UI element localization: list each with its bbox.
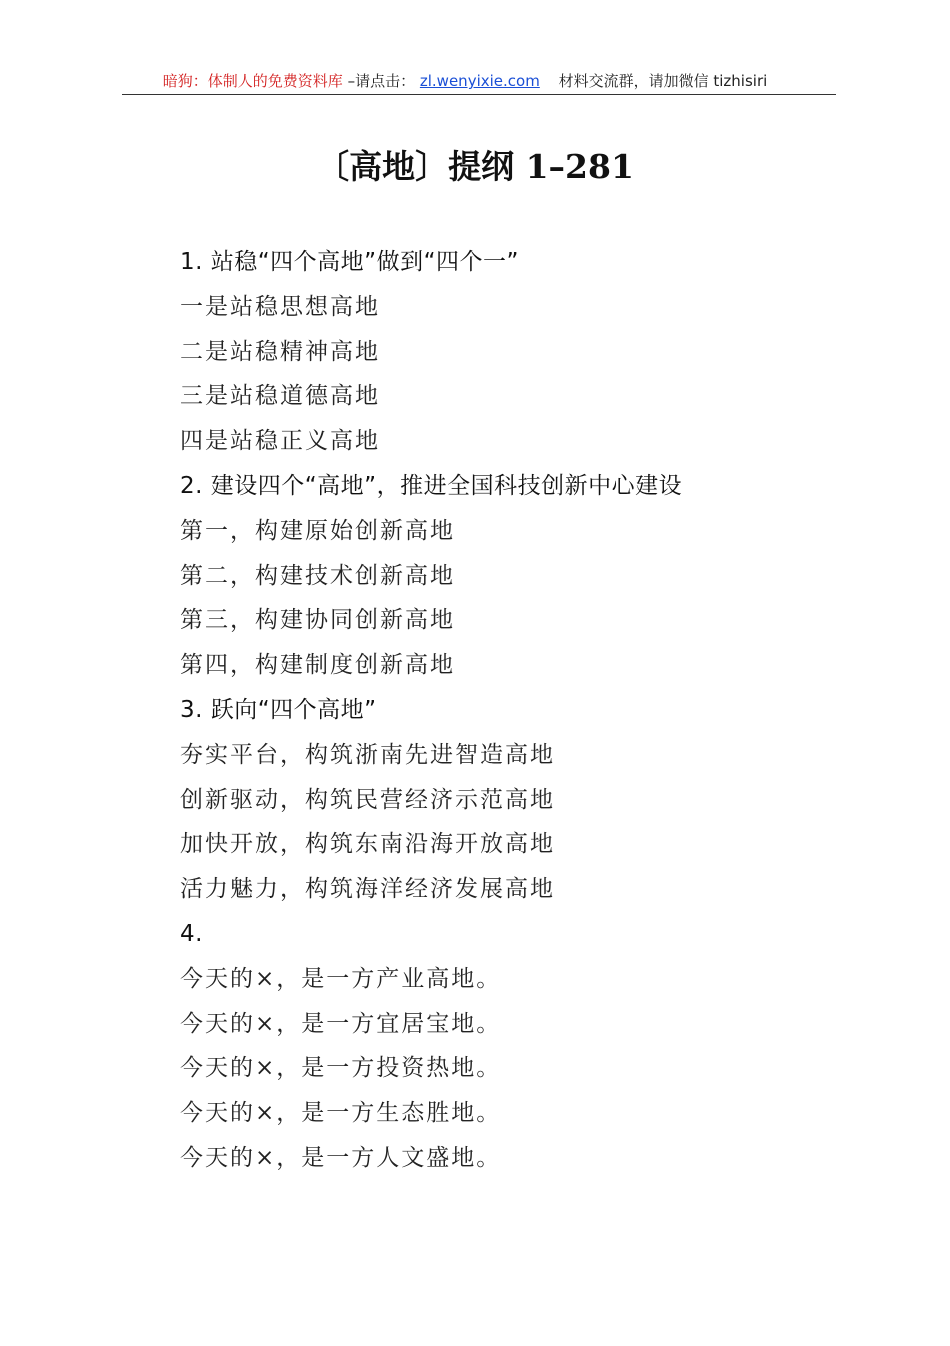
list-item: 三是站稳道德高地 bbox=[180, 383, 380, 410]
list-item: 夯实平台，构筑浙南先进智造高地 bbox=[180, 741, 555, 768]
list-item: 一是站稳思想高地 bbox=[180, 293, 380, 320]
section-1 bbox=[180, 240, 880, 464]
list-item: 今天的×，是一方产业高地。 bbox=[180, 965, 502, 992]
list-item: 二是站稳精神高地 bbox=[180, 338, 380, 365]
list-item: 四是站稳正义高地 bbox=[180, 428, 380, 455]
document-body bbox=[180, 240, 880, 1181]
list-item: 今天的×，是一方投资热地。 bbox=[180, 1055, 502, 1082]
list-item: 今天的×，是一方人文盛地。 bbox=[180, 1144, 502, 1171]
page-header bbox=[122, 68, 836, 95]
document-title: 〔高地〕提纲 1–281 bbox=[316, 147, 634, 186]
header-wechat-note: 材料交流群，请加微信 tizhisiri bbox=[558, 72, 768, 90]
list-item: 第一，构建原始创新高地 bbox=[180, 517, 455, 544]
section-heading: 4. bbox=[180, 920, 203, 947]
section-heading: 2. 建设四个“高地”，推进全国科技创新中心建设 bbox=[180, 472, 683, 499]
header-brand: 暗狗：体制人的免费资料库 bbox=[162, 72, 343, 90]
list-item: 加快开放，构筑东南沿海开放高地 bbox=[180, 831, 555, 858]
section-3 bbox=[180, 688, 880, 912]
header-url-link[interactable]: zl.wenyixie.com bbox=[419, 72, 540, 90]
list-item: 今天的×，是一方生态胜地。 bbox=[180, 1100, 502, 1127]
list-item: 今天的×，是一方宜居宝地。 bbox=[180, 1010, 502, 1037]
header-click-prompt: –请点击： bbox=[347, 72, 416, 90]
section-heading: 1. 站稳“四个高地”做到“四个一” bbox=[180, 249, 519, 275]
list-item: 第三，构建协同创新高地 bbox=[180, 607, 455, 634]
list-item: 创新驱动，构筑民营经济示范高地 bbox=[180, 786, 555, 813]
list-item: 第四，构建制度创新高地 bbox=[180, 652, 455, 679]
section-2 bbox=[180, 464, 880, 688]
section-4 bbox=[180, 912, 880, 1181]
section-heading: 3. 跃向“四个高地” bbox=[180, 696, 377, 723]
list-item: 第二，构建技术创新高地 bbox=[180, 562, 455, 589]
list-item: 活力魅力，构筑海洋经济发展高地 bbox=[180, 876, 555, 903]
